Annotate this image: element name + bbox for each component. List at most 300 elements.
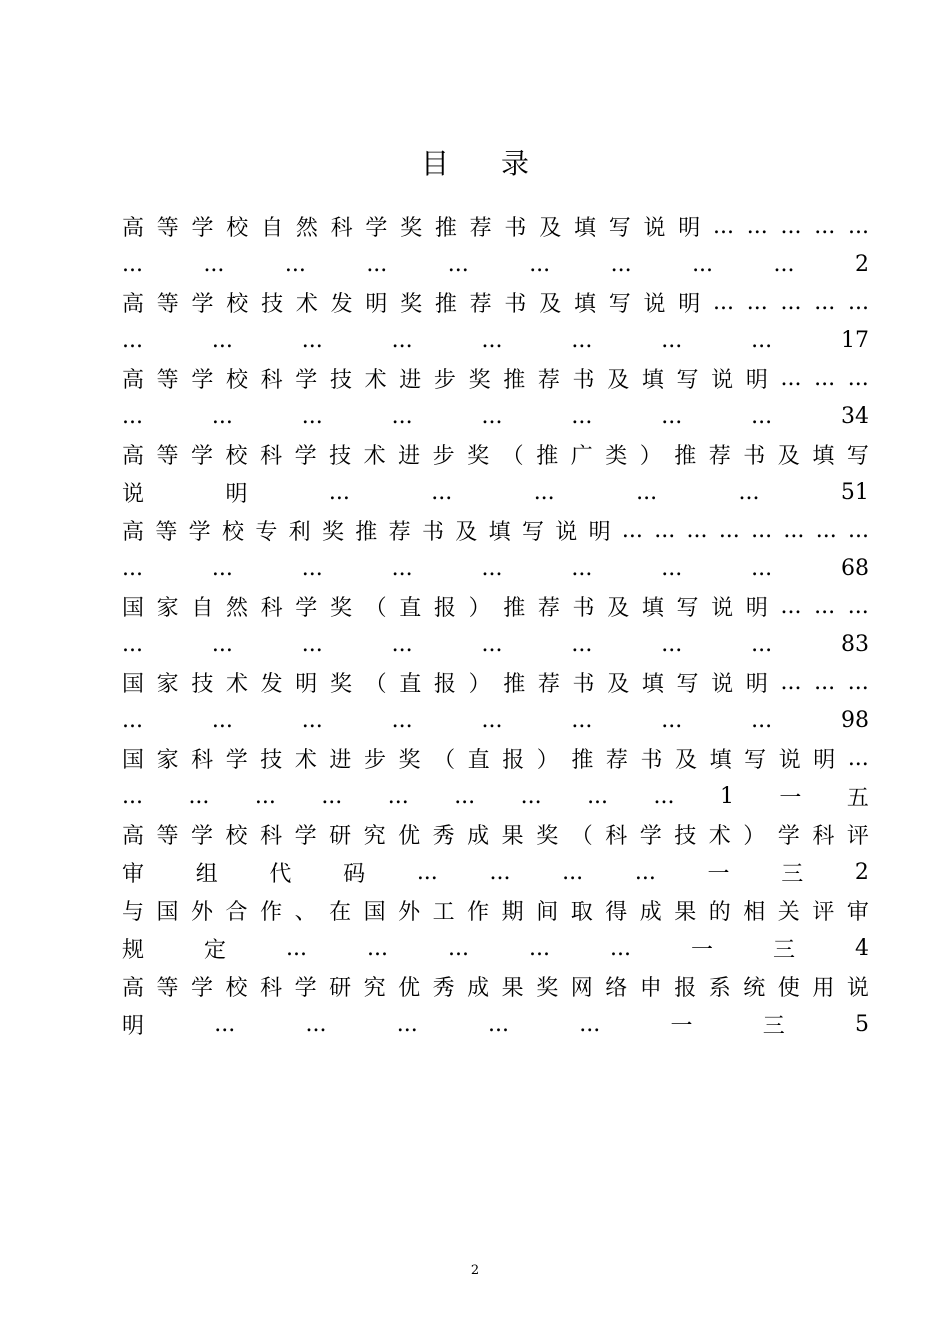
toc-glyph: 术 bbox=[225, 671, 248, 697]
toc-glyph: 术 bbox=[294, 747, 317, 773]
toc-glyph: 学 bbox=[777, 823, 800, 849]
toc-glyph: 明 bbox=[745, 595, 768, 621]
toc-glyph: 写 bbox=[676, 595, 699, 621]
toc-glyph: ... bbox=[284, 251, 306, 277]
toc-line bbox=[122, 853, 869, 891]
toc-glyph: 三 bbox=[762, 1013, 785, 1039]
toc-glyph: ... bbox=[718, 517, 740, 543]
toc-glyph: 奖 bbox=[321, 519, 344, 545]
toc-glyph: ... bbox=[847, 365, 869, 391]
toc-glyph: 技 bbox=[329, 443, 352, 469]
toc-glyph: 68 bbox=[841, 555, 869, 581]
toc-glyph: ... bbox=[621, 517, 643, 543]
toc-glyph: 51 bbox=[840, 479, 869, 505]
toc-glyph: ... bbox=[533, 479, 555, 505]
toc-glyph: 申 bbox=[639, 975, 662, 1001]
toc-glyph: 优 bbox=[398, 823, 421, 849]
toc-glyph: 及 bbox=[777, 443, 800, 469]
toc-glyph: ） bbox=[743, 823, 766, 849]
toc-glyph: 报 bbox=[674, 975, 697, 1001]
toc-glyph: 校 bbox=[225, 975, 248, 1001]
toc-glyph: 说 bbox=[643, 291, 666, 317]
toc-glyph: 2 bbox=[854, 251, 869, 277]
toc-glyph: （ bbox=[364, 595, 387, 621]
toc-glyph: ... bbox=[211, 631, 233, 657]
toc-line bbox=[122, 283, 869, 321]
toc-glyph: ... bbox=[367, 935, 388, 961]
toc-glyph: 家 bbox=[156, 671, 179, 697]
toc-glyph: ... bbox=[211, 555, 233, 581]
toc-glyph: ... bbox=[815, 517, 837, 543]
toc-glyph: ... bbox=[780, 669, 802, 695]
toc-glyph: 利 bbox=[288, 519, 311, 545]
toc-glyph: 果 bbox=[501, 823, 524, 849]
toc-glyph: 写 bbox=[744, 747, 767, 773]
toc-glyph: 及 bbox=[607, 671, 630, 697]
toc-glyph: 高 bbox=[122, 823, 145, 849]
title-char-2: 录 bbox=[501, 147, 530, 180]
toc-glyph: ... bbox=[609, 935, 631, 961]
toc-glyph: 及 bbox=[539, 215, 562, 241]
toc-glyph: 说 bbox=[555, 519, 578, 545]
toc-glyph: ... bbox=[814, 593, 836, 619]
toc-glyph: ... bbox=[301, 631, 323, 657]
toc-glyph: 直 bbox=[399, 595, 422, 621]
toc-glyph: 优 bbox=[398, 975, 421, 1001]
toc-glyph: ... bbox=[571, 631, 593, 657]
toc-glyph: 学 bbox=[191, 215, 214, 241]
toc-glyph: ... bbox=[254, 783, 276, 809]
toc-glyph: 校 bbox=[226, 215, 249, 241]
toc-glyph: ... bbox=[587, 783, 609, 809]
toc-glyph: 科 bbox=[260, 975, 283, 1001]
toc-glyph: 审 bbox=[122, 861, 145, 887]
toc-glyph: ... bbox=[780, 289, 802, 315]
toc-glyph: 关 bbox=[777, 899, 800, 925]
toc-glyph: 校 bbox=[226, 291, 249, 317]
toc-glyph: ... bbox=[636, 479, 658, 505]
toc-glyph: 与 bbox=[122, 899, 145, 925]
toc-glyph: ... bbox=[122, 631, 143, 657]
toc-glyph: 学 bbox=[191, 443, 214, 469]
toc-glyph: ... bbox=[520, 783, 542, 809]
toc-line bbox=[122, 473, 869, 511]
toc-glyph: 及 bbox=[607, 595, 630, 621]
toc-glyph: 奖 bbox=[467, 443, 490, 469]
toc-glyph: ... bbox=[746, 213, 768, 239]
toc-glyph: ... bbox=[571, 707, 593, 733]
toc-glyph: 报 bbox=[433, 595, 456, 621]
toc-glyph: 科 bbox=[260, 367, 283, 393]
toc-glyph: 一 bbox=[690, 937, 713, 963]
toc-glyph: ... bbox=[713, 213, 734, 239]
toc-glyph: 究 bbox=[363, 823, 386, 849]
toc-glyph: 写 bbox=[608, 291, 631, 317]
toc-glyph: 、 bbox=[294, 899, 317, 925]
toc-glyph: 进 bbox=[398, 443, 421, 469]
toc-glyph: （ bbox=[364, 671, 387, 697]
toc-glyph: 研 bbox=[329, 823, 352, 849]
toc-glyph: ） bbox=[468, 595, 491, 621]
toc-glyph: ... bbox=[448, 935, 469, 961]
toc-glyph: 学 bbox=[294, 823, 317, 849]
toc-glyph: 荐 bbox=[537, 595, 560, 621]
toc-glyph: 统 bbox=[743, 975, 766, 1001]
toc-glyph: 报 bbox=[502, 747, 525, 773]
toc-glyph: 高 bbox=[122, 443, 145, 469]
toc-glyph: 术 bbox=[295, 291, 318, 317]
toc-line bbox=[122, 511, 869, 549]
toc-glyph: ... bbox=[661, 555, 683, 581]
toc-glyph: 技 bbox=[261, 291, 284, 317]
toc-glyph: ... bbox=[847, 745, 869, 771]
toc-glyph: 书 bbox=[504, 291, 527, 317]
toc-glyph: ... bbox=[713, 289, 734, 315]
toc-glyph: 作 bbox=[467, 899, 490, 925]
toc-glyph: 一 bbox=[670, 1013, 693, 1039]
toc-glyph: 步 bbox=[432, 443, 455, 469]
toc-glyph: ... bbox=[751, 327, 773, 353]
toc-glyph: 推 bbox=[503, 367, 526, 393]
toc-line bbox=[122, 435, 869, 473]
toc-glyph: 高 bbox=[122, 975, 145, 1001]
toc-glyph: 荐 bbox=[537, 367, 560, 393]
toc-glyph: ... bbox=[847, 289, 869, 315]
toc-glyph: ... bbox=[447, 251, 469, 277]
toc-glyph: 明 bbox=[745, 367, 768, 393]
toc-glyph: 技 bbox=[329, 367, 352, 393]
toc-glyph: 书 bbox=[572, 367, 595, 393]
toc-glyph: 2 bbox=[854, 859, 869, 885]
toc-glyph: 技 bbox=[674, 823, 697, 849]
toc-line bbox=[122, 207, 869, 245]
toc-glyph: 评 bbox=[812, 899, 835, 925]
toc-glyph: 明 bbox=[225, 481, 248, 507]
toc-glyph: ... bbox=[301, 403, 323, 429]
toc-glyph: 学 bbox=[294, 443, 317, 469]
toc-line bbox=[122, 663, 869, 701]
toc-glyph: 进 bbox=[329, 747, 352, 773]
toc-line bbox=[122, 625, 869, 663]
toc-glyph: 校 bbox=[225, 823, 248, 849]
toc-glyph: 奖 bbox=[536, 823, 559, 849]
toc-glyph: 推 bbox=[434, 215, 457, 241]
toc-glyph: 写 bbox=[846, 443, 869, 469]
toc-glyph: 书 bbox=[640, 747, 663, 773]
toc-glyph: 工 bbox=[432, 899, 455, 925]
toc-glyph: ... bbox=[848, 517, 869, 543]
toc-glyph: 使 bbox=[777, 975, 800, 1001]
table-of-contents bbox=[122, 207, 869, 1043]
toc-glyph: 高 bbox=[122, 291, 145, 317]
toc-glyph: ... bbox=[391, 631, 413, 657]
toc-glyph: ... bbox=[571, 555, 593, 581]
toc-glyph: 说 bbox=[778, 747, 801, 773]
toc-glyph: 步 bbox=[363, 747, 386, 773]
toc-glyph: 科 bbox=[260, 443, 283, 469]
toc-glyph: 填 bbox=[641, 671, 664, 697]
toc-glyph: 进 bbox=[399, 367, 422, 393]
toc-glyph: ... bbox=[814, 289, 836, 315]
toc-glyph: ... bbox=[751, 555, 773, 581]
toc-glyph: 科 bbox=[330, 215, 353, 241]
toc-glyph: 直 bbox=[399, 671, 422, 697]
toc-glyph: 相 bbox=[743, 899, 766, 925]
toc-glyph: 及 bbox=[455, 519, 478, 545]
toc-line bbox=[122, 245, 869, 283]
toc-glyph: 明 bbox=[745, 671, 768, 697]
toc-glyph: 成 bbox=[639, 899, 662, 925]
toc-glyph: 学 bbox=[188, 519, 211, 545]
toc-glyph: ... bbox=[661, 327, 683, 353]
toc-glyph: ... bbox=[780, 593, 802, 619]
toc-glyph: 科 bbox=[260, 595, 283, 621]
toc-glyph: ... bbox=[211, 403, 233, 429]
toc-glyph: ... bbox=[481, 707, 503, 733]
toc-glyph: ... bbox=[391, 555, 413, 581]
toc-glyph: 书 bbox=[572, 595, 595, 621]
toc-glyph: 34 bbox=[841, 403, 869, 429]
toc-glyph: 高 bbox=[122, 367, 145, 393]
toc-glyph: 科 bbox=[605, 823, 628, 849]
toc-glyph: ... bbox=[454, 783, 476, 809]
toc-glyph: 家 bbox=[156, 595, 179, 621]
toc-glyph: ... bbox=[391, 403, 413, 429]
document-title bbox=[0, 142, 950, 186]
toc-glyph: ... bbox=[391, 327, 413, 353]
toc-glyph: 明 bbox=[122, 1013, 145, 1039]
toc-glyph: 研 bbox=[329, 975, 352, 1001]
toc-glyph: 发 bbox=[330, 291, 353, 317]
toc-glyph: ... bbox=[751, 631, 773, 657]
page-number: 2 bbox=[470, 1263, 480, 1278]
toc-glyph: ... bbox=[122, 327, 143, 353]
toc-glyph: 科 bbox=[812, 823, 835, 849]
toc-glyph: 明 bbox=[295, 671, 318, 697]
toc-glyph: ... bbox=[321, 783, 343, 809]
toc-glyph: （ bbox=[570, 823, 593, 849]
toc-glyph: 果 bbox=[674, 899, 697, 925]
toc-glyph: 奖 bbox=[536, 975, 559, 1001]
toc-glyph: 写 bbox=[676, 367, 699, 393]
toc-glyph: ... bbox=[203, 251, 225, 277]
toc-glyph: ... bbox=[579, 1011, 601, 1037]
toc-glyph: 写 bbox=[521, 519, 544, 545]
toc-glyph: 1 bbox=[719, 783, 734, 809]
toc-glyph: 国 bbox=[363, 899, 386, 925]
toc-glyph: ... bbox=[387, 783, 409, 809]
toc-glyph: ... bbox=[301, 555, 323, 581]
toc-glyph: 填 bbox=[573, 291, 596, 317]
toc-glyph: ... bbox=[654, 517, 676, 543]
toc-glyph: 的 bbox=[708, 899, 731, 925]
toc-glyph: 奖 bbox=[400, 291, 423, 317]
toc-glyph: ... bbox=[528, 935, 550, 961]
toc-glyph: 17 bbox=[841, 327, 869, 353]
toc-glyph: 术 bbox=[708, 823, 731, 849]
toc-glyph: 5 bbox=[854, 1011, 869, 1037]
toc-glyph: 作 bbox=[260, 899, 283, 925]
toc-glyph: 三 bbox=[781, 861, 804, 887]
toc-glyph: ... bbox=[122, 555, 143, 581]
toc-glyph: 定 bbox=[204, 937, 227, 963]
toc-glyph: ... bbox=[416, 859, 438, 885]
toc-line bbox=[122, 777, 869, 815]
toc-glyph: 报 bbox=[433, 671, 456, 697]
toc-glyph: 说 bbox=[122, 481, 145, 507]
toc-line bbox=[122, 739, 869, 777]
toc-glyph: 等 bbox=[156, 443, 179, 469]
toc-glyph: 填 bbox=[812, 443, 835, 469]
toc-glyph: 说 bbox=[711, 595, 734, 621]
toc-glyph: 技 bbox=[260, 747, 283, 773]
toc-glyph: 外 bbox=[398, 899, 421, 925]
toc-glyph: 明 bbox=[678, 215, 701, 241]
toc-glyph: （ bbox=[501, 443, 524, 469]
toc-glyph: 规 bbox=[122, 937, 145, 963]
toc-glyph: 用 bbox=[812, 975, 835, 1001]
toc-glyph: ... bbox=[814, 213, 836, 239]
toc-glyph: ... bbox=[634, 859, 656, 885]
toc-glyph: ... bbox=[562, 859, 584, 885]
toc-glyph: ... bbox=[211, 327, 233, 353]
toc-glyph: ... bbox=[661, 707, 683, 733]
toc-glyph: 五 bbox=[846, 785, 869, 811]
toc-glyph: 学 bbox=[294, 975, 317, 1001]
toc-glyph: ... bbox=[481, 631, 503, 657]
toc-glyph: 奖 bbox=[329, 595, 352, 621]
toc-glyph: 直 bbox=[467, 747, 490, 773]
toc-line bbox=[122, 321, 869, 359]
toc-glyph: ） bbox=[639, 443, 662, 469]
toc-glyph: 荐 bbox=[605, 747, 628, 773]
title-char-1: 目 bbox=[420, 147, 449, 180]
toc-glyph: 高 bbox=[122, 519, 145, 545]
toc-glyph: 等 bbox=[156, 823, 179, 849]
toc-glyph: 填 bbox=[709, 747, 732, 773]
toc-glyph: 学 bbox=[191, 975, 214, 1001]
toc-glyph: ... bbox=[847, 669, 869, 695]
toc-glyph: 一 bbox=[779, 785, 802, 811]
toc-glyph: （ bbox=[433, 747, 456, 773]
toc-glyph: 说 bbox=[711, 367, 734, 393]
toc-glyph: ... bbox=[847, 593, 869, 619]
toc-glyph: ... bbox=[214, 1011, 236, 1037]
toc-glyph: 等 bbox=[156, 291, 179, 317]
toc-glyph: ... bbox=[814, 669, 836, 695]
toc-glyph: ... bbox=[847, 213, 869, 239]
toc-glyph: ... bbox=[122, 251, 143, 277]
toc-glyph: 秀 bbox=[432, 975, 455, 1001]
toc-glyph: 术 bbox=[363, 443, 386, 469]
toc-glyph: 高 bbox=[122, 215, 145, 241]
toc-line bbox=[122, 891, 869, 929]
toc-glyph: 书 bbox=[743, 443, 766, 469]
toc-glyph: 奖 bbox=[468, 367, 491, 393]
toc-glyph: 校 bbox=[225, 367, 248, 393]
toc-glyph: 学 bbox=[225, 747, 248, 773]
toc-glyph: ... bbox=[122, 707, 143, 733]
toc-glyph: 然 bbox=[225, 595, 248, 621]
toc-glyph: 荐 bbox=[388, 519, 411, 545]
toc-glyph: ... bbox=[431, 479, 453, 505]
toc-glyph: 书 bbox=[504, 215, 527, 241]
toc-glyph: 审 bbox=[846, 899, 869, 925]
toc-glyph: ... bbox=[653, 783, 675, 809]
toc-glyph: ... bbox=[122, 403, 143, 429]
toc-glyph: 广 bbox=[570, 443, 593, 469]
toc-glyph: 成 bbox=[467, 975, 490, 1001]
toc-glyph: 秀 bbox=[432, 823, 455, 849]
toc-glyph: 填 bbox=[488, 519, 511, 545]
toc-glyph: 系 bbox=[708, 975, 731, 1001]
toc-glyph: 学 bbox=[191, 291, 214, 317]
toc-glyph: 发 bbox=[260, 671, 283, 697]
toc-line bbox=[122, 397, 869, 435]
toc-glyph: 荐 bbox=[708, 443, 731, 469]
toc-glyph: 书 bbox=[572, 671, 595, 697]
toc-glyph: 果 bbox=[501, 975, 524, 1001]
toc-glyph: 外 bbox=[191, 899, 214, 925]
toc-glyph: 明 bbox=[588, 519, 611, 545]
toc-glyph: 一 bbox=[707, 861, 730, 887]
toc-glyph: 类 bbox=[605, 443, 628, 469]
toc-glyph: ... bbox=[286, 935, 308, 961]
toc-glyph: ... bbox=[188, 783, 210, 809]
toc-glyph: 书 bbox=[421, 519, 444, 545]
toc-glyph: 学 bbox=[295, 595, 318, 621]
toc-glyph: ... bbox=[301, 707, 323, 733]
toc-glyph: ... bbox=[481, 327, 503, 353]
toc-glyph: 推 bbox=[571, 747, 594, 773]
toc-glyph: 83 bbox=[841, 631, 869, 657]
toc-glyph: 等 bbox=[156, 367, 179, 393]
toc-glyph: 及 bbox=[539, 291, 562, 317]
toc-glyph: ... bbox=[301, 327, 323, 353]
toc-glyph: ... bbox=[751, 517, 773, 543]
toc-glyph: ... bbox=[751, 403, 773, 429]
toc-glyph: 校 bbox=[221, 519, 244, 545]
toc-glyph: 填 bbox=[573, 215, 596, 241]
toc-glyph: ... bbox=[305, 1011, 327, 1037]
toc-glyph: 写 bbox=[676, 671, 699, 697]
toc-glyph: 写 bbox=[608, 215, 631, 241]
toc-glyph: 荐 bbox=[537, 671, 560, 697]
toc-glyph: ... bbox=[489, 859, 511, 885]
toc-glyph: 等 bbox=[156, 215, 179, 241]
toc-glyph: 络 bbox=[605, 975, 628, 1001]
toc-glyph: ... bbox=[481, 403, 503, 429]
toc-glyph: 国 bbox=[122, 595, 145, 621]
toc-glyph: ... bbox=[686, 517, 708, 543]
toc-glyph: 推 bbox=[503, 595, 526, 621]
toc-glyph: 奖 bbox=[329, 671, 352, 697]
toc-glyph: ... bbox=[571, 403, 593, 429]
toc-glyph: 等 bbox=[156, 975, 179, 1001]
toc-glyph: ... bbox=[814, 365, 836, 391]
toc-glyph: 国 bbox=[122, 671, 145, 697]
toc-glyph: ... bbox=[391, 707, 413, 733]
toc-glyph: 学 bbox=[191, 367, 214, 393]
toc-line bbox=[122, 967, 869, 1005]
toc-glyph: 4 bbox=[854, 935, 869, 961]
toc-line bbox=[122, 587, 869, 625]
toc-glyph: 校 bbox=[225, 443, 248, 469]
toc-glyph: 推 bbox=[355, 519, 378, 545]
toc-glyph: 术 bbox=[364, 367, 387, 393]
toc-glyph: 推 bbox=[503, 671, 526, 697]
toc-glyph: ... bbox=[328, 479, 350, 505]
